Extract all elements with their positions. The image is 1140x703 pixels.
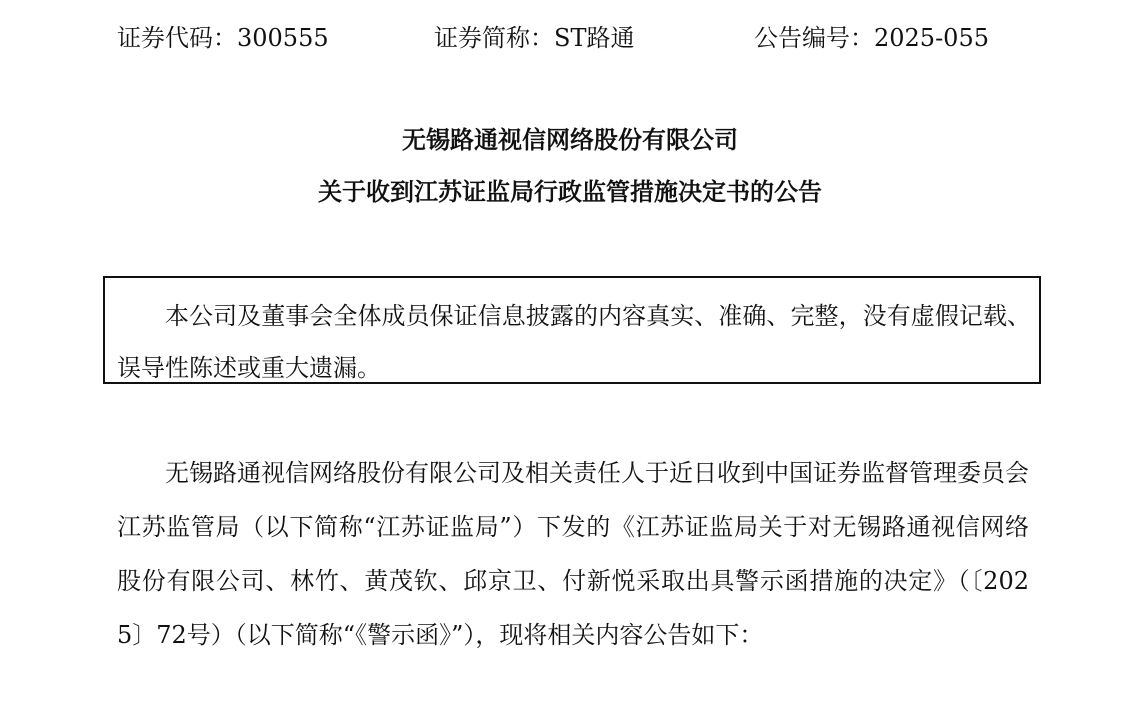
- announcement-title: 关于收到江苏证监局行政监管措施决定书的公告: [318, 177, 822, 206]
- document-header: [0, 18, 1140, 54]
- disclosure-notice-box: [103, 276, 1041, 384]
- company-title: 无锡路通视信网络股份有限公司: [402, 125, 738, 154]
- announcement-number: 公告编号：2025-055: [754, 24, 989, 52]
- body-paragraph: 无锡路通视信网络股份有限公司及相关责任人于近日收到中国证券监督管理委员会江苏监管局（以下简称“江苏证监局”）下发的《江苏证监局关于对无锡路通视信网络股份有限公司、林竹、黄茂钦、邱京卫、付新悦采取出具警示函措施的决定》（〔2025〕72号）（以下简称“《警示函》”），现将相关内容公告如下：: [117, 459, 1029, 649]
- disclosure-notice-text: 本公司及董事会全体成员保证信息披露的内容真实、准确、完整，没有虚假记载、误导性陈述或重大遗漏。: [117, 302, 1031, 382]
- stock-short-name: 证券简称：ST路通: [434, 24, 635, 52]
- stock-code: 证券代码：300555: [117, 24, 329, 52]
